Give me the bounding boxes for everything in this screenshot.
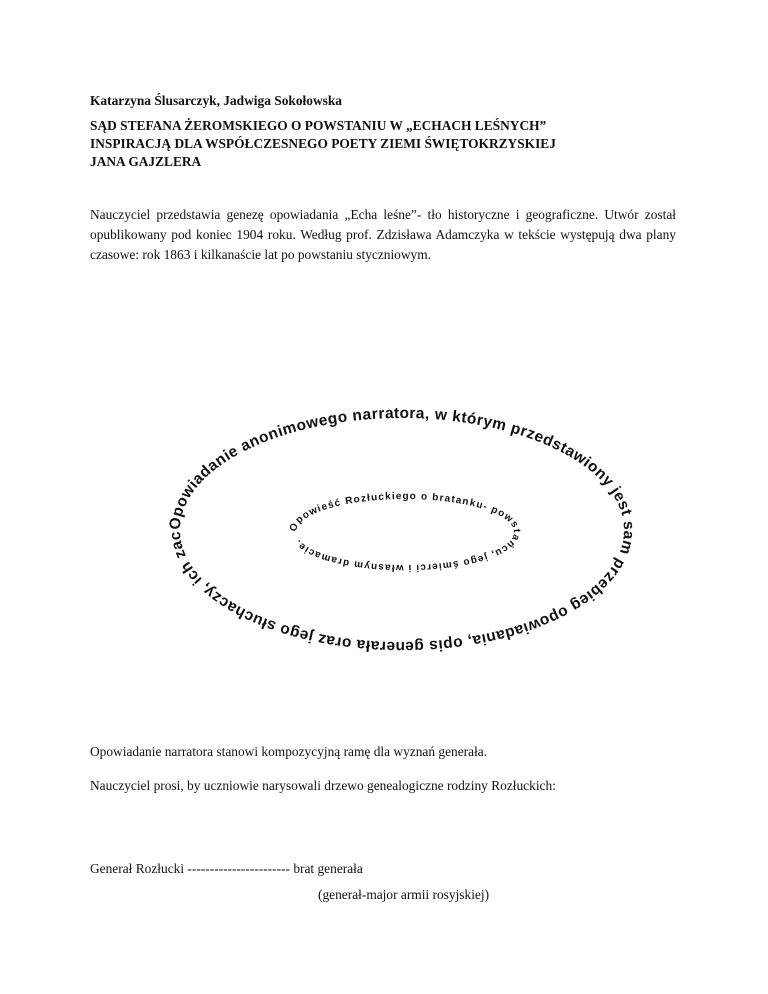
title-line-3: JANA GAJZLERA (90, 154, 202, 169)
outer-ring-text (150, 360, 637, 655)
narrative-frame-diagram (150, 360, 650, 660)
intro-paragraph: Nauczyciel przedstawia genezę opowiadania „Echa leśne”- tło historyczne i geograficzne. Utwór został opublikowany pod koniec 1904 roku. Według prof. Zdzisława Adamczyka w tekście występują dwa plany czasowe: rok 1863 i kilkanaście lat po powstaniu styczniowym. (90, 207, 676, 262)
inner-ring-text (288, 491, 522, 573)
inner-ring-textpath: Opowieść Rozłuckiego o bratanku- powstańcu, jego śmierci i własnym dramacie. (287, 490, 523, 574)
family-tree-note: (generał-major armii rosyjskiej) (318, 887, 490, 902)
frame-paragraph: Opowiadanie narratora stanowi kompozycyjną ramę dla wyznań generała. (90, 744, 488, 759)
document-title (90, 117, 676, 171)
ring-text-figure (150, 360, 650, 660)
title-line-2: INSPIRACJĄ DLA WSPÓŁCZESNEGO POETY ZIEMI ŚWIĘTOKRZYSKIEJ (90, 136, 556, 151)
family-tree-row: Generał Rozłucki ----------------------- brat generała (90, 861, 363, 876)
title-line-1: SĄD STEFANA ŻEROMSKIEGO O POWSTANIU W „ECHACH LEŚNYCH” (90, 118, 547, 133)
tree-instruction-paragraph: Nauczyciel prosi, by uczniowie narysowali drzewo genealogiczne rodziny Rozłuckich: (90, 778, 556, 793)
outer-ring-textpath: Opowiadanie anonimowego narratora, w którym przedstawiony jest sam przebieg opowiadania, opis generała oraz jego słuchaczy, ich zac (166, 404, 638, 656)
document-authors: Katarzyna Ślusarczyk, Jadwiga Sokołowska (90, 93, 342, 108)
